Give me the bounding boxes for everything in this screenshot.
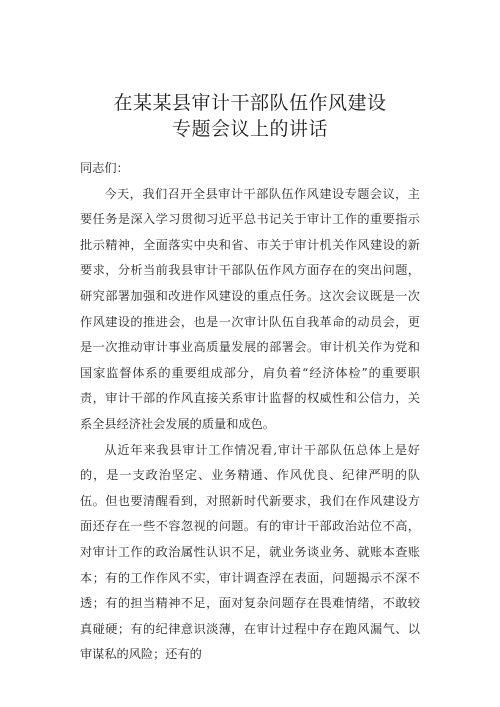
title-line-1: 在某某县审计干部队伍作风建设: [113, 92, 387, 114]
document-body: [80, 156, 420, 668]
title-line-2: 专题会议上的讲话: [171, 118, 328, 140]
paragraph-2: 从近年来我县审计工作情况看,审计干部队伍总体上是好的，是一支政治坚定、业务精通、作风优良、纪律严明的队伍。但也要清醒看到，对照新时代新要求，我们在作风建设方面还存在一些不容忽视的问题。有的审计干部政治站位不高，对审计工作的政治属性认识不足，就业务谈业务、就账本查账本；有的工作作风不实，审计调查浮在表面，问题揭示不深不透；有的担当精神不足，面对复杂问题存在畏难情绪，不敢较真碰硬；有的纪律意识淡薄，在审计过程中存在跑风漏气、以审谋私的风险；还有的: [80, 442, 420, 662]
salutation: 同志们：: [80, 161, 129, 175]
paragraph-1: 今天，我们召开全县审计干部队伍作风建设专题会议，主要任务是深入学习贯彻习近平总书记关于审计工作的重要指示批示精神，全面落实中央和省、市关于审计机关作风建设的新要求，分析当前我县审计干部队伍作风方面存在的突出问题，研究部署加强和改进作风建设的重点任务。这次会议既是一次作风建设的推进会，也是一次审计队伍自我革命的动员会，更是一次推动审计事业高质量发展的部署会。审计机关作为党和国家监督体系的重要组成部分，肩负着“经济体检”的重要职责，审计干部的作风直接关系审计监督的权威性和公信力，关系全县经济社会发展的质量和成色。: [80, 186, 420, 431]
document-title: [0, 90, 500, 142]
